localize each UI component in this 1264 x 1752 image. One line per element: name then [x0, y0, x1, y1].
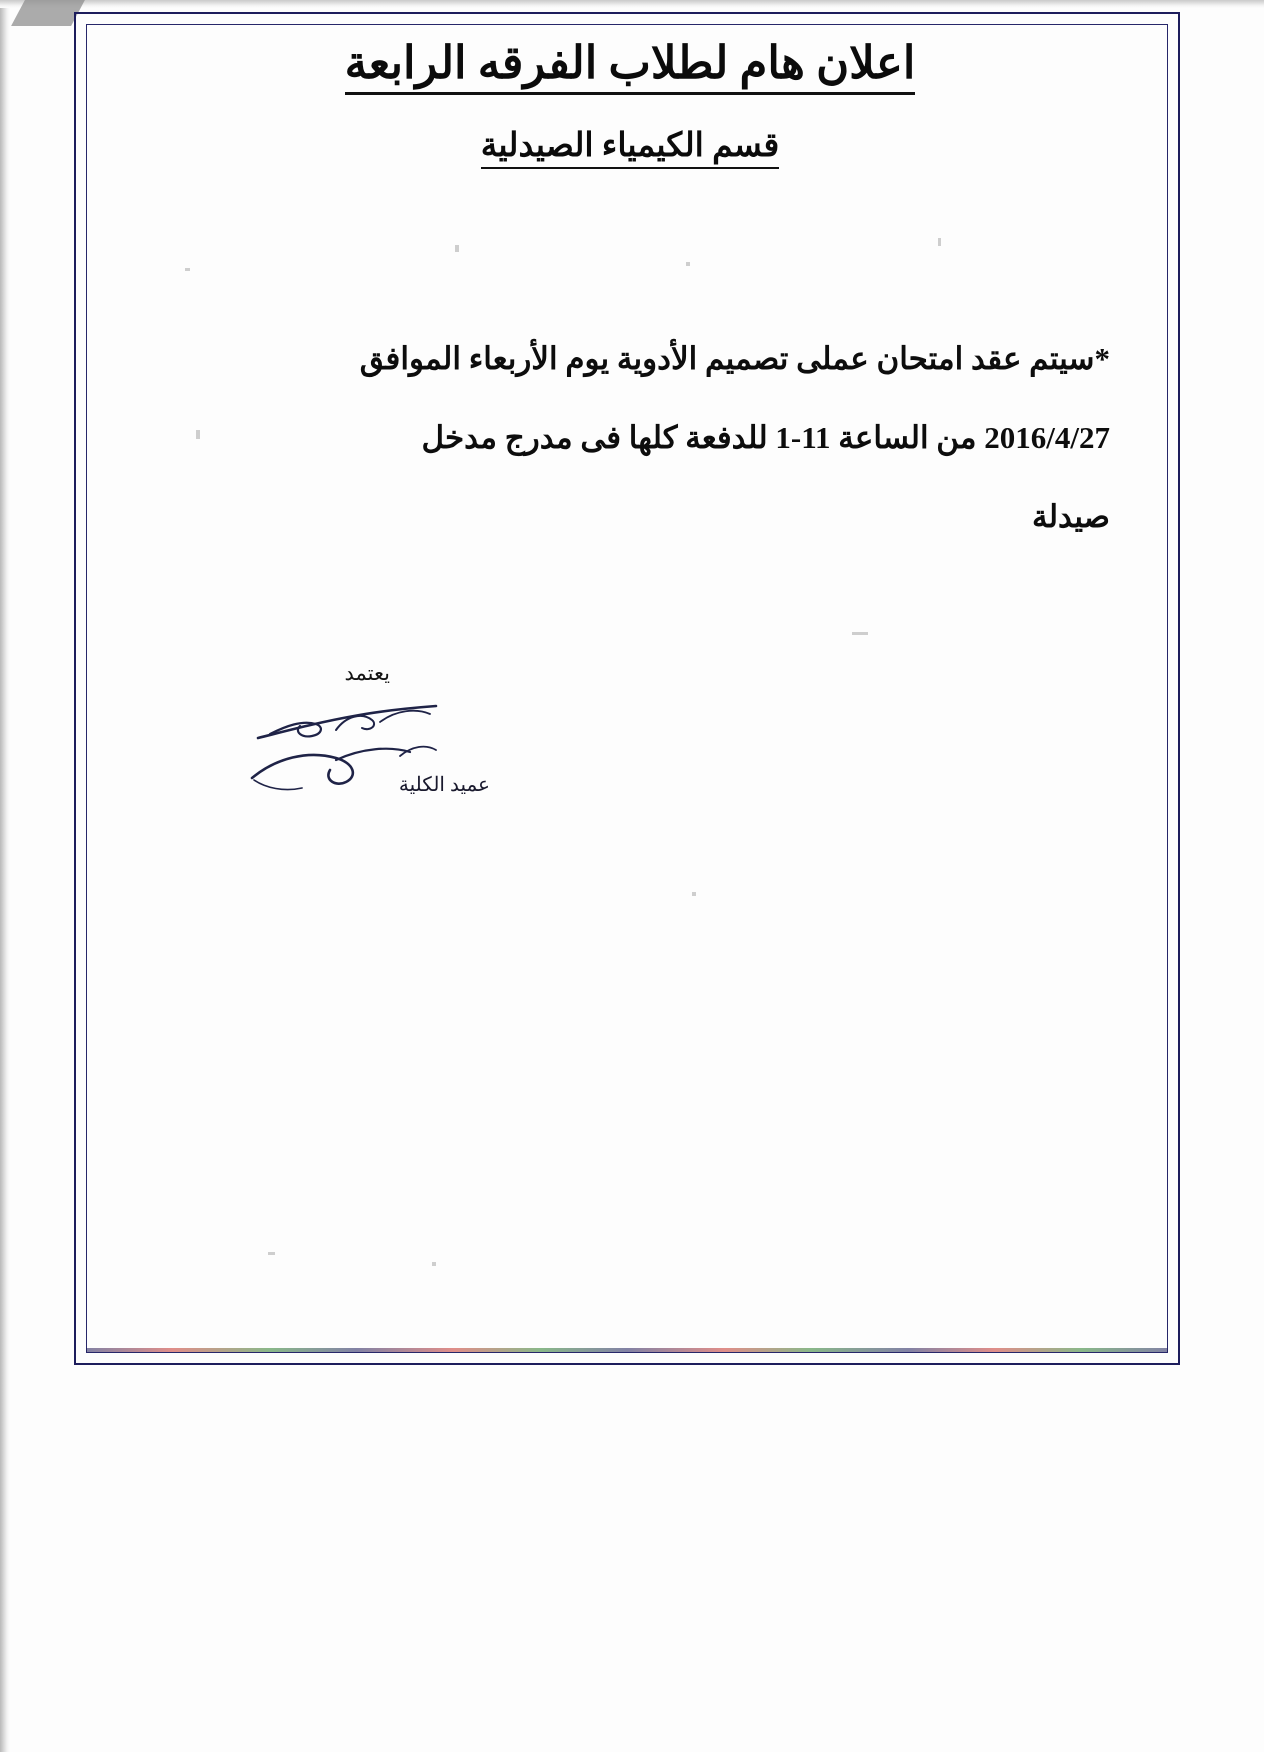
scan-edge-left — [0, 0, 10, 1752]
approval-block — [110, 661, 1150, 686]
signature-area — [110, 704, 1150, 824]
title-block — [110, 24, 1150, 169]
scan-color-fringe — [86, 1348, 1168, 1352]
scan-edge-top — [0, 0, 1264, 8]
body-line: صيدلة — [1031, 498, 1110, 534]
document-content — [110, 24, 1150, 1344]
approval-label: يعتمد — [344, 660, 390, 685]
department-subtitle: قسم الكيمياء الصيدلية — [481, 125, 780, 169]
body-line: *سيتم عقد امتحان عملى تصميم الأدوية يوم الأربعاء الموافق — [359, 340, 1110, 376]
body-line: 2016/4/27 من الساعة 11-1 للدفعة كلها فى مدرج مدخل — [421, 419, 1110, 455]
signature-role-label: عميد الكلية — [398, 773, 490, 796]
page-title: اعلان هام لطلاب الفرقه الرابعة — [345, 38, 916, 95]
announcement-body — [110, 319, 1150, 556]
